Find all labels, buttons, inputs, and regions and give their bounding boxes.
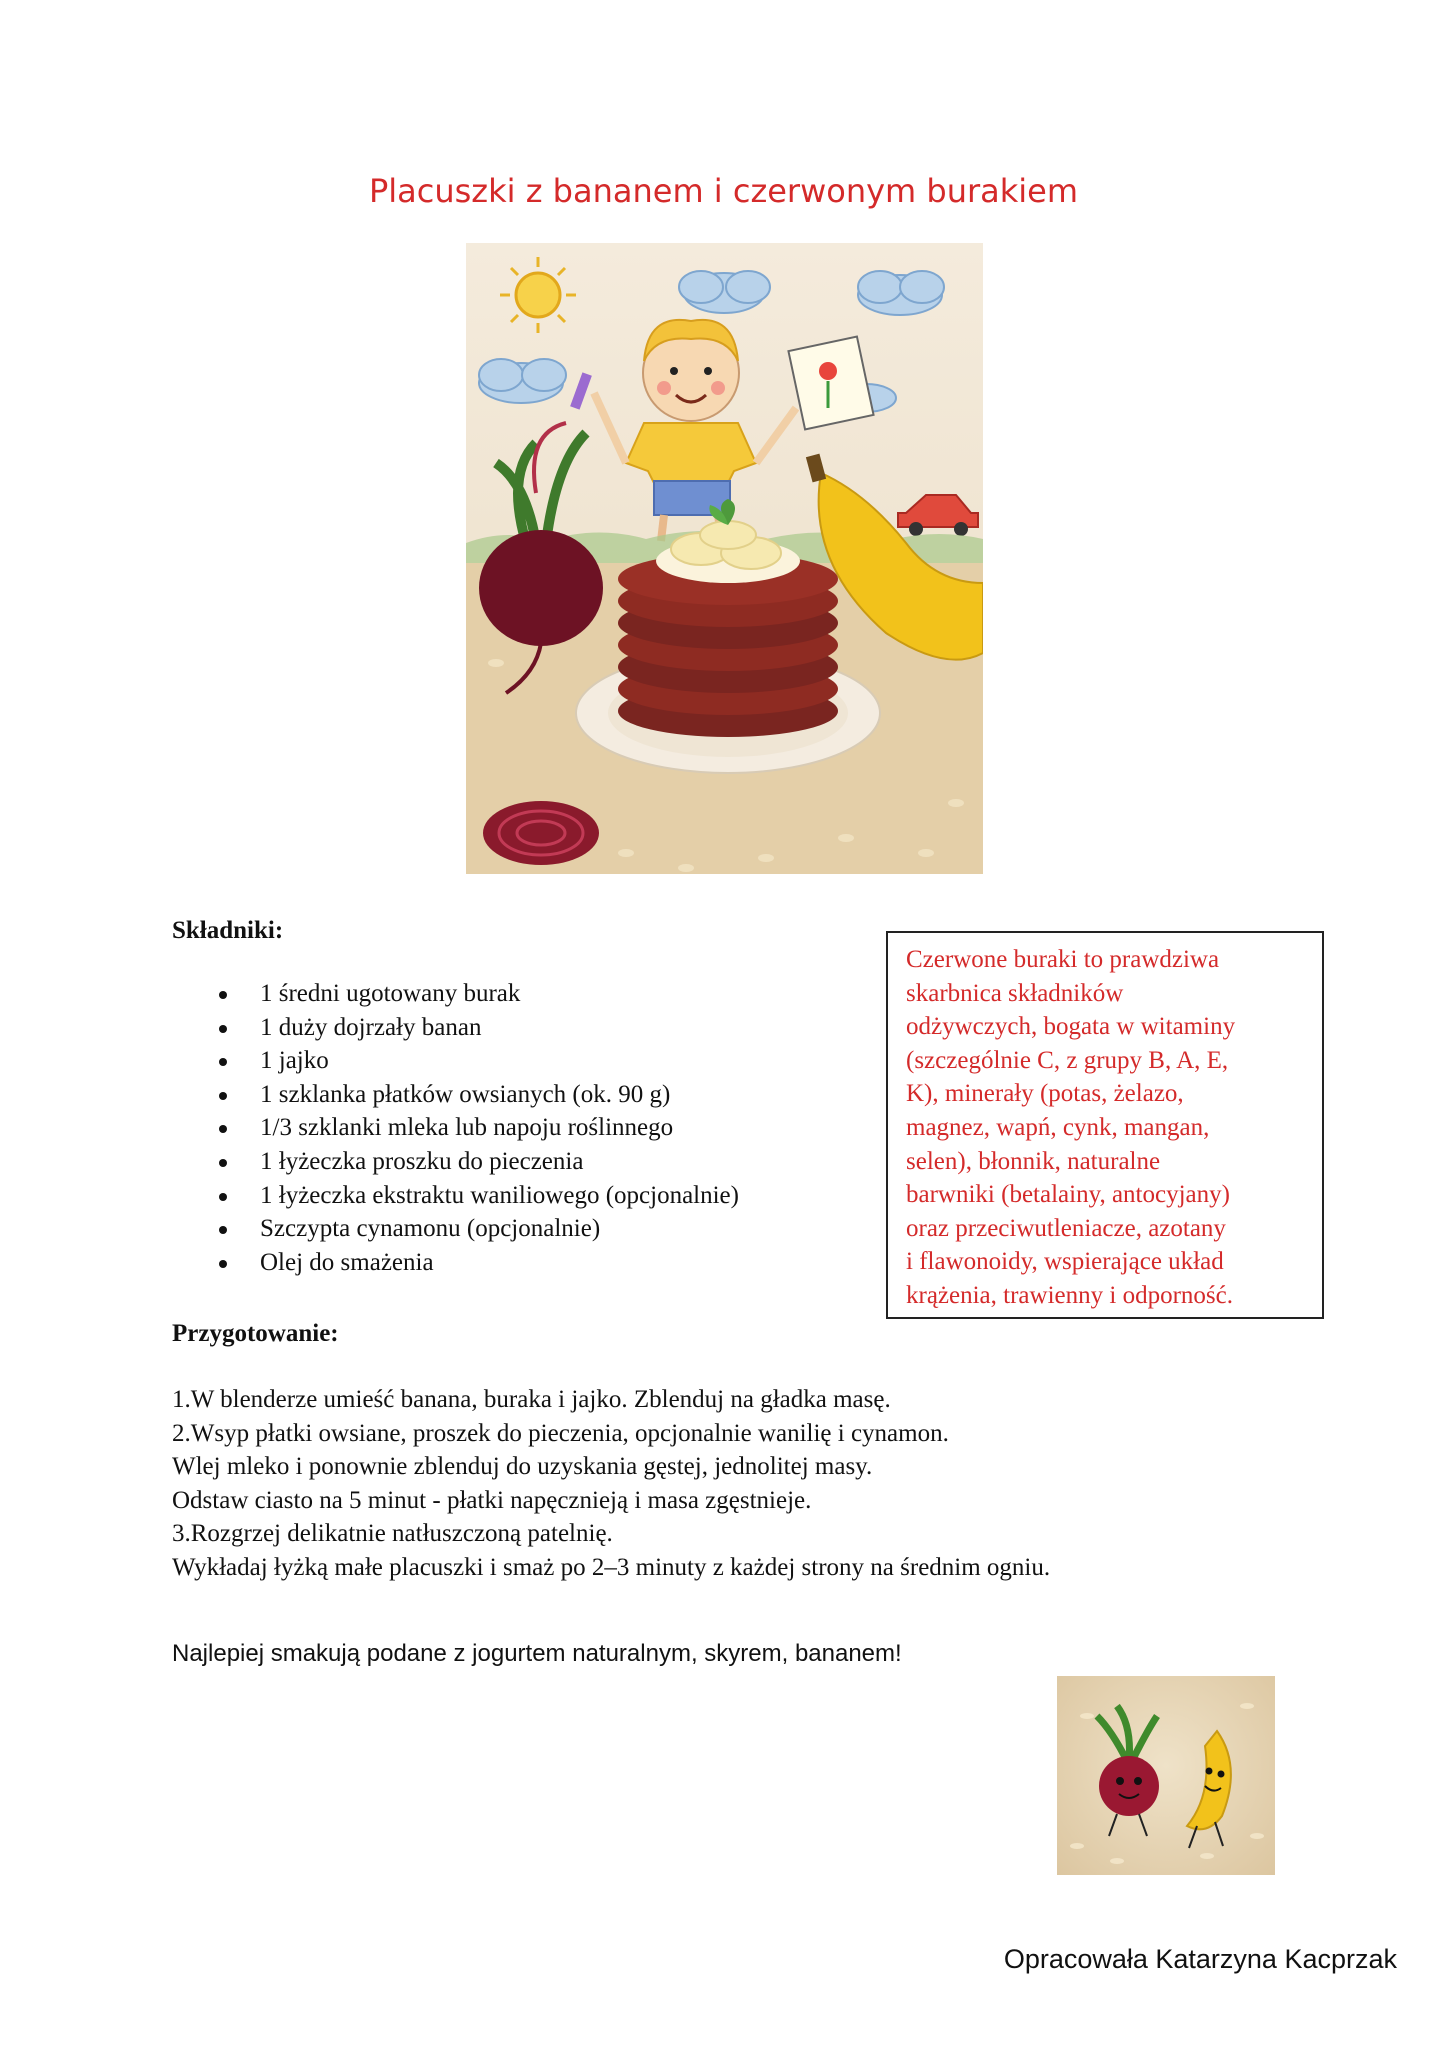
list-item: 1 duży dojrzały banan (215, 1011, 739, 1045)
list-item: Szczypta cynamonu (opcjonalnie) (215, 1212, 739, 1246)
preparation-steps (172, 1383, 1050, 1585)
bullet-icon (219, 1193, 227, 1201)
info-box-text: Czerwone buraki to prawdziwa skarbnica składników odżywczych, bogata w witaminy (szczególnie C, z grupy B, A, E, K), minerały (potas, żelazo, magnez, wapń, cynk, mangan, selen), błonnik, naturalne barwniki (betalainy, antocyjany) oraz przeciwutleniacze, azotany i flawonoidy, wspierające układ krążenia, trawienny i odporność. (906, 946, 1236, 1309)
beet-info-box (886, 931, 1324, 1319)
list-item: 1/3 szklanki mleka lub napoju roślinnego (215, 1111, 739, 1145)
list-item: 1 średni ugotowany burak (215, 977, 739, 1011)
car-drawing (898, 495, 978, 536)
bullet-icon (219, 1092, 227, 1100)
ingredients-list (215, 977, 739, 1279)
bullet-icon (219, 1125, 227, 1133)
pancake-illustration (466, 243, 983, 874)
step-line: 3.Rozgrzej delikatnie natłuszczoną patelnię. (172, 1520, 613, 1548)
bullet-icon (219, 1025, 227, 1033)
beet-banana-characters-image (1057, 1676, 1275, 1875)
list-item: 1 łyżeczka proszku do pieczenia (215, 1145, 739, 1179)
ingredients-heading: Składniki: (172, 917, 284, 944)
preparation-heading: Przygotowanie: (172, 1320, 339, 1347)
step-line: 1.W blenderze umieść banana, buraka i jajko. Zblenduj na gładka masę. (172, 1386, 891, 1413)
list-item: 1 szklanka płatków owsianych (ok. 90 g) (215, 1078, 739, 1112)
step-line: Wykładaj łyżką małe placuszki i smaż po 2–3 minuty z każdej strony na średnim ogniu. (172, 1553, 1051, 1581)
list-item: 1 jajko (215, 1044, 739, 1078)
bullet-icon (219, 1058, 227, 1066)
bullet-icon (219, 1159, 227, 1167)
page-title: Placuszki z bananem i czerwonym burakiem (368, 172, 1079, 210)
list-item: Olej do smażenia (215, 1246, 739, 1280)
list-item: 1 łyżeczka ekstraktu waniliowego (opcjonalnie) (215, 1179, 739, 1213)
sun-drawing (500, 257, 576, 333)
step-line: 2.Wsyp płatki owsiane, proszek do pieczenia, opcjonalnie wanilię i cynamon. (172, 1419, 949, 1447)
beet-slice (483, 801, 599, 865)
author-credit: Opracowała Katarzyna Kacprzak (1003, 1944, 1397, 1974)
bullet-icon (219, 1226, 227, 1234)
step-line: Wlej mleko i ponownie zblenduj do uzyskania gęstej, jednolitej masy. (172, 1453, 873, 1481)
serving-tip: Najlepiej smakują podane z jogurtem naturalnym, skyrem, bananem! (172, 1640, 902, 1667)
step-line: Odstaw ciasto na 5 minut - płatki napęcznieją i masa zgęstnieje. (172, 1486, 812, 1514)
bullet-icon (219, 1260, 227, 1268)
bullet-icon (219, 991, 227, 999)
